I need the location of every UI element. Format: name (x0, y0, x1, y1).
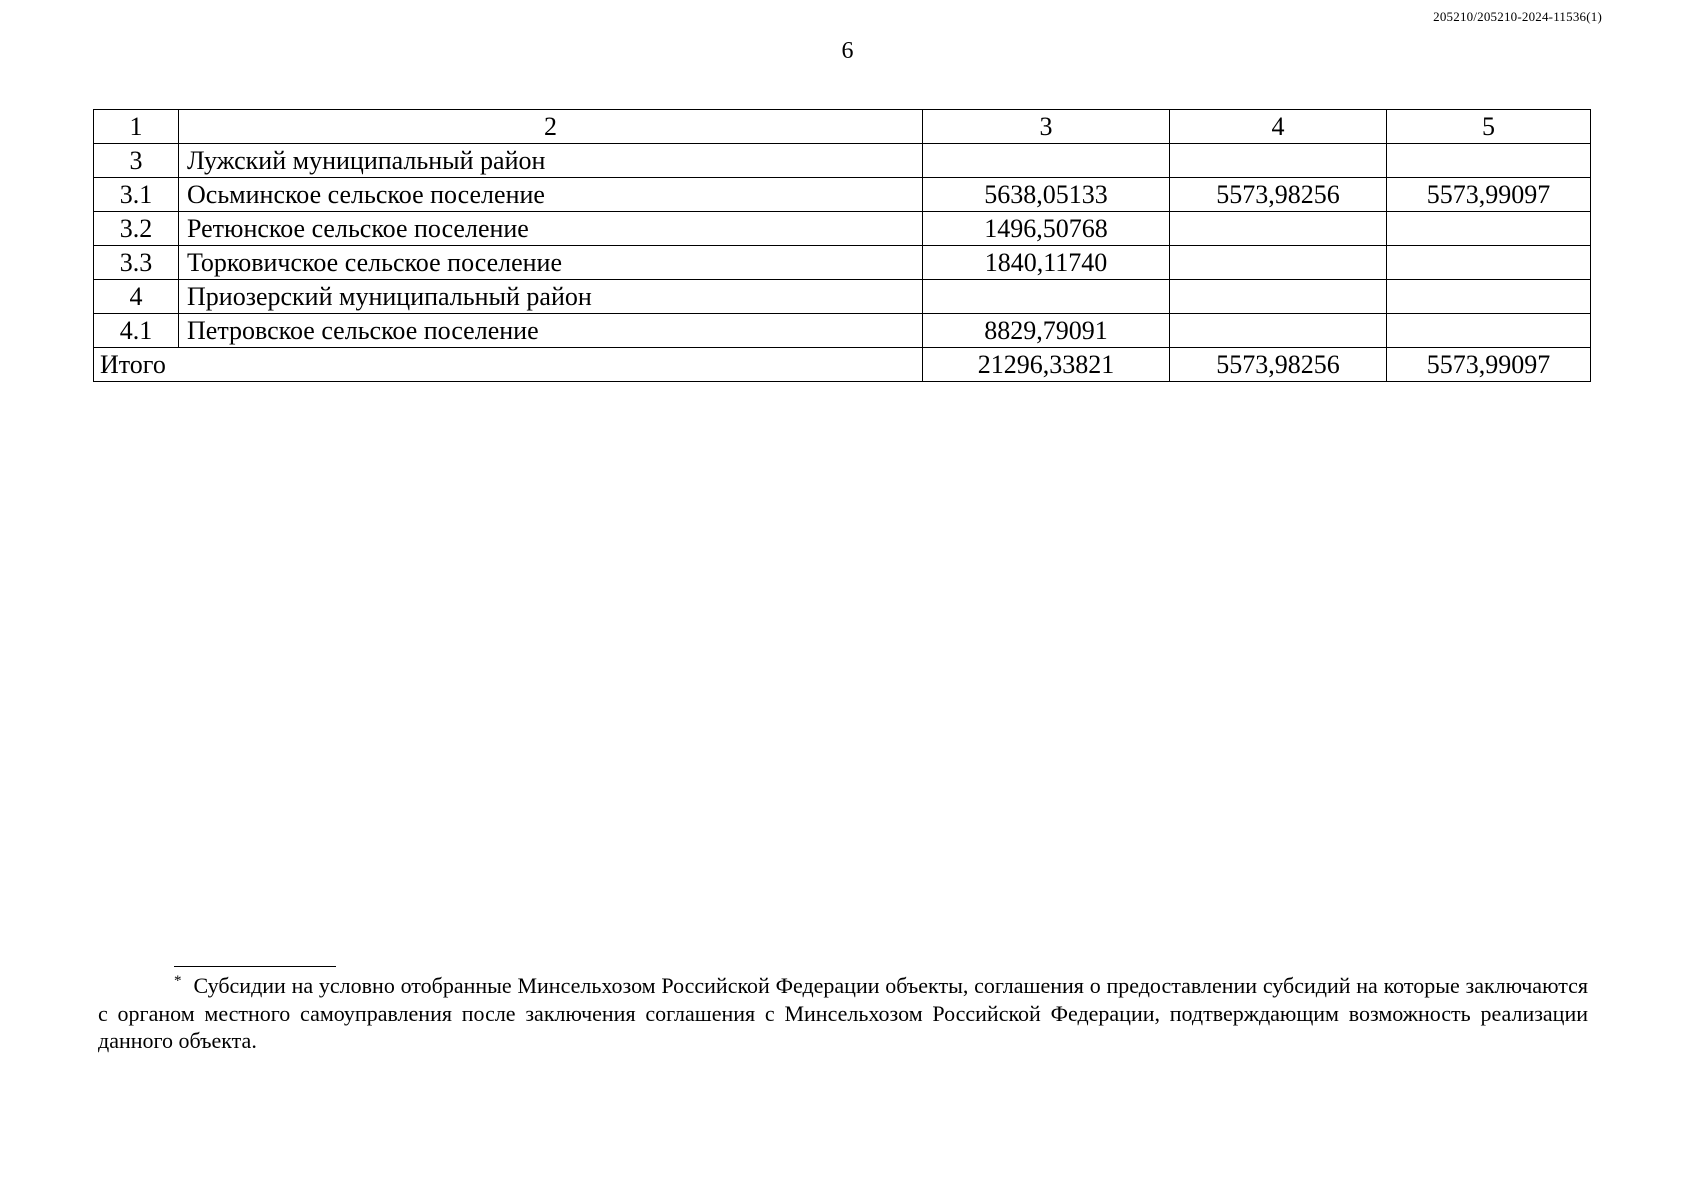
row-value-3 (923, 144, 1170, 178)
footnote-text: Субсидии на условно отобранные Минсельхозом Российской Федерации объекты, соглашения о предоставлении субсидий на которые заключаются с органом местного самоуправления после заключения соглашения с Минсельхозом Российской Федерации, подтверждающим возможность реализации данного объекта. (98, 973, 1588, 1053)
footnote-marker: * (174, 972, 182, 989)
table-row (94, 246, 1591, 280)
table-total-row (94, 348, 1591, 382)
row-number: 3.1 (94, 178, 179, 212)
row-value-5 (1387, 280, 1591, 314)
footnote-divider (174, 966, 336, 967)
header-cell: 5 (1387, 110, 1591, 144)
row-name: Приозерский муниципальный район (179, 280, 923, 314)
row-value-4: 5573,98256 (1170, 178, 1387, 212)
row-number: 3.2 (94, 212, 179, 246)
table-row (94, 280, 1591, 314)
total-value-3: 21296,33821 (923, 348, 1170, 382)
row-value-4 (1170, 144, 1387, 178)
row-name: Лужский муниципальный район (179, 144, 923, 178)
row-value-4 (1170, 246, 1387, 280)
page-number: 6 (841, 38, 854, 64)
row-value-5: 5573,99097 (1387, 178, 1591, 212)
row-value-5 (1387, 144, 1591, 178)
row-value-3: 1840,11740 (923, 246, 1170, 280)
row-value-3: 1496,50768 (923, 212, 1170, 246)
row-number: 3 (94, 144, 179, 178)
row-value-4 (1170, 314, 1387, 348)
row-number: 4 (94, 280, 179, 314)
header-cell: 2 (179, 110, 923, 144)
header-cell: 1 (94, 110, 179, 144)
header-cell: 4 (1170, 110, 1387, 144)
row-name: Ретюнское сельское поселение (179, 212, 923, 246)
table-row (94, 144, 1591, 178)
row-value-3: 5638,05133 (923, 178, 1170, 212)
row-value-3 (923, 280, 1170, 314)
data-table (93, 109, 1591, 382)
row-value-4 (1170, 212, 1387, 246)
table-row (94, 178, 1591, 212)
table-row (94, 212, 1591, 246)
table-header-row (94, 110, 1591, 144)
row-value-5 (1387, 246, 1591, 280)
row-number: 4.1 (94, 314, 179, 348)
row-value-3: 8829,79091 (923, 314, 1170, 348)
row-value-4 (1170, 280, 1387, 314)
footnote (98, 972, 1588, 1055)
row-name: Торковичское сельское поселение (179, 246, 923, 280)
document-id: 205210/205210-2024-11536(1) (1433, 9, 1602, 24)
row-value-5 (1387, 212, 1591, 246)
row-value-5 (1387, 314, 1591, 348)
table-row (94, 314, 1591, 348)
header-cell: 3 (923, 110, 1170, 144)
total-value-4: 5573,98256 (1170, 348, 1387, 382)
total-value-5: 5573,99097 (1387, 348, 1591, 382)
total-label: Итого (94, 348, 923, 382)
row-name: Осьминское сельское поселение (179, 178, 923, 212)
row-name: Петровское сельское поселение (179, 314, 923, 348)
row-number: 3.3 (94, 246, 179, 280)
